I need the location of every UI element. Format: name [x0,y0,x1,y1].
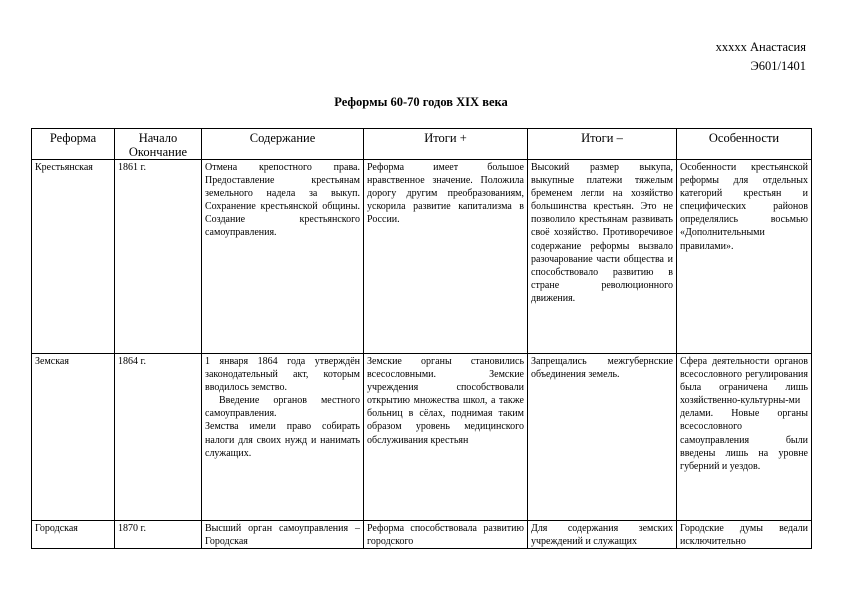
results-plus-cell: Реформа способствовала развитию городского [364,521,528,549]
author-block [716,38,806,76]
results-plus-cell: Земские органы становились всесословными. Земские учреждения способствовали открытию множества школ, а также больниц в сёлах, поднимая таким образом уровень медицинского обслуживания крестьян [364,354,528,521]
author-name: xxxxx Анастасия [715,40,806,54]
column-header-reform: Реформа [32,129,115,160]
results-minus-cell: Для содержания земских учреждений и служащих [528,521,677,549]
reform-date-cell: 1861 г. [115,160,202,354]
reform-name-cell: Городская [32,521,115,549]
content-paragraph: Земства имели право собирать налоги для своих нужд и нанимать служащих. [205,421,360,459]
content-paragraph: 1 января 1864 года утверждён законодательный акт, которым вводилось земство. [205,356,360,394]
column-header-content: Содержание [202,129,364,160]
reform-name-cell: Земская [32,354,115,521]
table-row [32,354,812,521]
table-header-row [32,129,812,160]
reform-date-cell: 1870 г. [115,521,202,549]
column-header-results-plus: Итоги + [364,129,528,160]
table-row [32,521,812,549]
reform-name-cell: Крестьянская [32,160,115,354]
document-title: Реформы 60-70 годов XIX века [334,95,508,109]
results-minus-cell: Запрещались межгубернские объединения земель. [528,354,677,521]
column-header-results-minus: Итоги – [528,129,677,160]
column-header-dates: Начало Окончание [115,129,202,160]
content-cell [202,354,364,521]
features-cell: Городские думы ведали исключительно [677,521,812,549]
reform-date-cell: 1864 г. [115,354,202,521]
features-cell: Сфера деятельности органов всесословного регулирования была ограничена лишь хозяйственно-культурны-ми делами. Новые органы всесословного самоуправления были введены лишь на уровне губерний и уездов. [677,354,812,521]
table-row [32,160,812,354]
features-cell: Особенности крестьянской реформы для отдельных категорий крестьян и специфических районов определялись восьмью «Дополнительными правилами». [677,160,812,354]
content-cell: Отмена крепостного права. Предоставление крестьянам земельного надела за выкуп. Сохранение крестьянской общины. Создание крестьянского самоуправления. [202,160,364,354]
results-plus-cell: Реформа имеет большое нравственное значение. Положила дорогу другим преобразованиям, ускорила развитие капитализма в России. [364,160,528,354]
content-paragraph: Введение органов местного самоуправления. [205,395,363,420]
reforms-table [31,128,812,549]
results-minus-cell: Высокий размер выкупа, выкупные платежи тяжелым бременем легли на хозяйство большинства крестьян. Это не позволило крестьянам развивать своё хозяйство. Противоречивое содержание реформы вызвало разочарование части общества и способствовало развитию в стране революционного движения. [528,160,677,354]
group-code: Э601/1401 [750,59,806,73]
column-header-features: Особенности [677,129,812,160]
content-cell: Высший орган самоуправления – Городская [202,521,364,549]
